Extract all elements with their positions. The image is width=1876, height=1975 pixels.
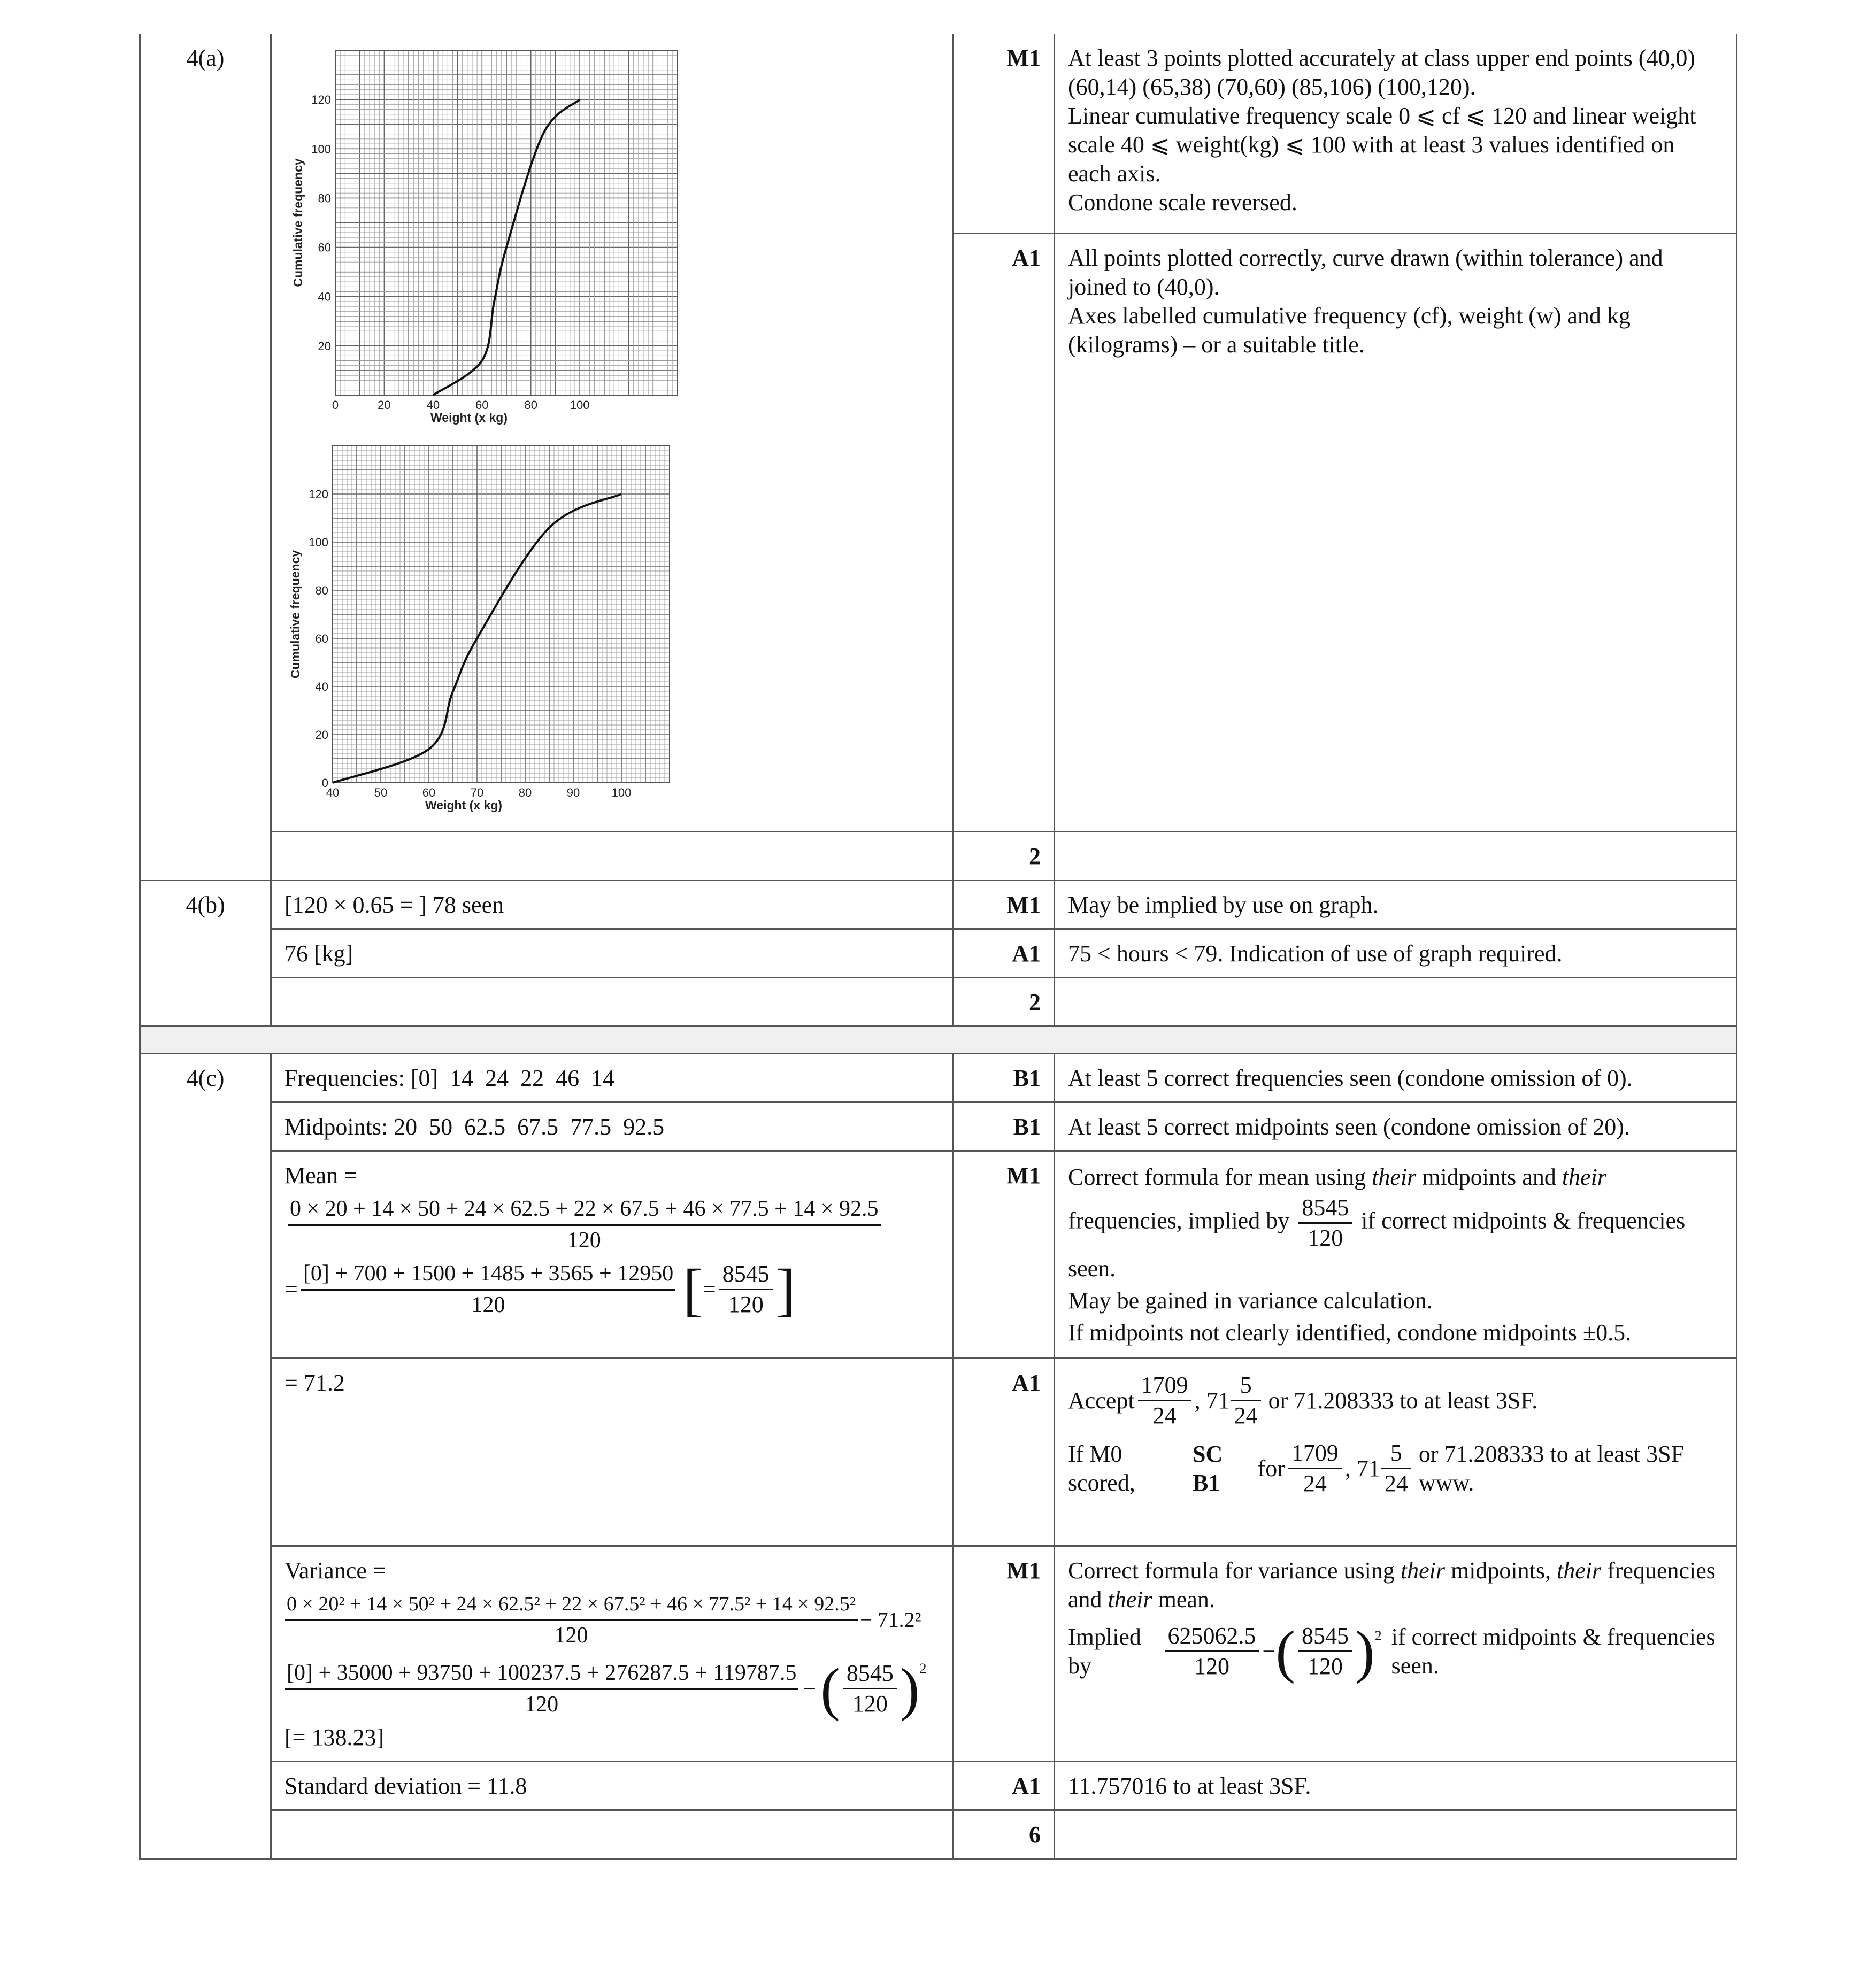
guidance-line: At least 3 points plotted accurately at class upper end points (40,0) (60,14) (65,38) (70,60) (85,106) (100,120). bbox=[1068, 45, 1696, 100]
mixed-fraction bbox=[1231, 1371, 1261, 1430]
mean-label: Mean = bbox=[285, 1162, 357, 1189]
variance-fraction bbox=[285, 1590, 858, 1650]
q4a-total-row bbox=[140, 832, 1737, 881]
fraction bbox=[1138, 1371, 1191, 1430]
y-tick-label: 0 bbox=[321, 776, 328, 790]
exponent: 2 bbox=[1374, 1628, 1382, 1644]
mark-scheme-page bbox=[139, 34, 1736, 1860]
q4b-total-row bbox=[140, 978, 1737, 1027]
denominator: 120 bbox=[728, 1291, 764, 1317]
denominator: 120 bbox=[852, 1691, 888, 1717]
variance-result: [= 138.23] bbox=[285, 1724, 385, 1750]
guidance-line: Condone scale reversed. bbox=[1068, 189, 1297, 215]
x-tick-label: 80 bbox=[524, 398, 537, 412]
guidance-line: May be gained in variance calculation. bbox=[1068, 1287, 1433, 1314]
q4b-row-m1 bbox=[140, 881, 1737, 929]
denominator: 24 bbox=[1384, 1470, 1408, 1496]
bracket-close: ] bbox=[775, 1256, 796, 1322]
y-tick-label: 80 bbox=[318, 191, 331, 205]
guidance: May be implied by use on graph. bbox=[1055, 881, 1737, 929]
special-case-line: If M0 scored, SC B1 for $\frac{1709}{24}$ , 71 $\frac{5}{24}$ or 71.208333 to at least 3SF www. bbox=[1068, 1439, 1723, 1498]
mixed-fraction bbox=[1381, 1439, 1411, 1498]
y-tick-label: 40 bbox=[315, 680, 328, 693]
mean-fraction bbox=[843, 1659, 897, 1718]
numerator: 8545 bbox=[1298, 1622, 1352, 1652]
guidance-text: Correct formula for variance using bbox=[1068, 1557, 1395, 1584]
y-tick-label: 120 bbox=[311, 93, 331, 107]
variance-line-1 bbox=[285, 1585, 939, 1654]
mark-code: M1 bbox=[953, 34, 1055, 233]
mark-code: M1 bbox=[953, 1546, 1055, 1762]
x-tick-label: 40 bbox=[326, 786, 340, 799]
guidance-line: If midpoints not clearly identified, condone midpoints ±0.5. bbox=[1068, 1320, 1632, 1346]
numerator: 0 × 20² + 14 × 50² + 24 × 62.5² + 22 × 67.5² + 46 × 77.5² + 14 × 92.5² bbox=[285, 1590, 858, 1621]
guidance bbox=[1055, 233, 1737, 831]
whole-part: 71 bbox=[1206, 1387, 1230, 1414]
emphasis: their bbox=[1562, 1164, 1606, 1190]
mean-working bbox=[271, 1151, 953, 1359]
guidance: At least 5 correct frequencies seen (condone omission of 0). bbox=[1055, 1054, 1737, 1102]
numerator: 1709 bbox=[1138, 1371, 1191, 1401]
x-tick-label: 50 bbox=[374, 786, 388, 799]
y-tick-label: 120 bbox=[309, 488, 328, 501]
q4c-variance-row bbox=[140, 1546, 1737, 1762]
numerator: 625062.5 bbox=[1165, 1622, 1259, 1652]
emphasis: their bbox=[1400, 1557, 1445, 1584]
q4c-mid-row bbox=[140, 1102, 1737, 1151]
x-tick-label: 40 bbox=[426, 398, 440, 412]
total-marks: 2 bbox=[953, 978, 1055, 1027]
guidance-text: If M0 scored, bbox=[1068, 1440, 1135, 1496]
mark-code: M1 bbox=[953, 881, 1055, 929]
section-divider bbox=[140, 1027, 1737, 1054]
denominator: 24 bbox=[1303, 1470, 1327, 1496]
y-tick-label: 80 bbox=[315, 584, 328, 597]
denominator: 120 bbox=[525, 1692, 559, 1717]
guidance bbox=[1055, 34, 1737, 233]
fraction bbox=[1288, 1439, 1342, 1498]
guidance: 11.757016 to at least 3SF. bbox=[1055, 1762, 1737, 1810]
question-label: 4(b) bbox=[140, 881, 271, 1027]
guidance bbox=[1055, 1359, 1737, 1546]
guidance-text: Correct formula for mean using bbox=[1068, 1164, 1366, 1190]
answer: 76 [kg] bbox=[271, 929, 953, 978]
mean-fraction-2 bbox=[301, 1259, 675, 1320]
numerator: 0 × 20 + 14 × 50 + 24 × 62.5 + 22 × 67.5 + 46 × 77.5 + 14 × 92.5 bbox=[288, 1194, 881, 1226]
paren-close: ) bbox=[899, 1656, 920, 1722]
guidance bbox=[1055, 1546, 1737, 1762]
total-marks: 2 bbox=[953, 832, 1055, 881]
q4c-freq-row bbox=[140, 1054, 1737, 1102]
exponent: 2 bbox=[919, 1661, 927, 1676]
q4c-total-row bbox=[140, 1810, 1737, 1859]
numerator: 5 bbox=[1231, 1371, 1261, 1401]
paren-close: ) bbox=[1355, 1618, 1375, 1684]
cumulative-frequency-graph-1 bbox=[285, 40, 680, 435]
x-axis-label: Weight (x kg) bbox=[430, 411, 508, 425]
x-tick-label: 0 bbox=[332, 398, 339, 412]
x-tick-label: 20 bbox=[378, 398, 391, 412]
x-tick-label: 60 bbox=[422, 786, 436, 799]
mark-scheme-table bbox=[139, 34, 1737, 1860]
guidance-line: Axes labelled cumulative frequency (cf), weight (w) and kg (kilograms) – or a suitable title. bbox=[1068, 302, 1631, 358]
y-axis-label: Cumulative frequency bbox=[291, 158, 305, 287]
q4b-row-a1 bbox=[140, 929, 1737, 978]
numerator: [0] + 700 + 1500 + 1485 + 3565 + 12950 bbox=[301, 1259, 675, 1291]
answer: [120 × 0.65 = ] 78 seen bbox=[271, 881, 953, 929]
equals: = bbox=[702, 1276, 716, 1302]
guidance-text: for bbox=[1257, 1455, 1285, 1482]
denominator: 120 bbox=[567, 1228, 601, 1253]
guidance-text: or 71.208333 to at least 3SF. bbox=[1268, 1387, 1538, 1414]
question-label: 4(c) bbox=[140, 1054, 271, 1859]
q4a-row-m1 bbox=[140, 34, 1737, 233]
emphasis: their bbox=[1108, 1586, 1152, 1613]
total-marks: 6 bbox=[953, 1810, 1055, 1859]
graphs-cell bbox=[271, 34, 953, 832]
question-label: 4(a) bbox=[140, 34, 271, 881]
variance-label: Variance = bbox=[285, 1557, 386, 1584]
guidance-text: midpoints, bbox=[1450, 1557, 1551, 1584]
x-tick-label: 70 bbox=[470, 786, 484, 799]
variance-fraction-2 bbox=[285, 1658, 798, 1719]
x-tick-label: 100 bbox=[611, 786, 632, 799]
fraction bbox=[1165, 1622, 1259, 1681]
denominator: 120 bbox=[471, 1293, 505, 1317]
whole-part: 71 bbox=[1356, 1455, 1380, 1482]
guidance-text: if correct midpoints & frequencies seen. bbox=[1068, 1207, 1686, 1282]
guidance-line: All points plotted correctly, curve drawn (within tolerance) and joined to (40,0). bbox=[1068, 244, 1663, 300]
mark-code: A1 bbox=[953, 1359, 1055, 1546]
y-tick-label: 20 bbox=[315, 728, 328, 742]
mark-code: A1 bbox=[953, 929, 1055, 978]
mark-code: A1 bbox=[953, 233, 1055, 831]
equals: = bbox=[285, 1276, 298, 1302]
mark-code: B1 bbox=[953, 1054, 1055, 1102]
denominator: 24 bbox=[1234, 1402, 1258, 1429]
numerator: 8545 bbox=[719, 1260, 773, 1290]
guidance bbox=[1055, 1151, 1737, 1359]
accept-line: Accept $\frac{1709}{24}$ , 71 $\frac{5}{24}$ or 71.208333 to at least 3SF. bbox=[1068, 1371, 1723, 1430]
guidance-line: Linear cumulative frequency scale 0 ⩽ cf ⩽ 120 and linear weight scale 40 ⩽ weight(kg) ⩽ 100 with at least 3 values identified on each axis. bbox=[1068, 103, 1696, 187]
denominator: 24 bbox=[1152, 1402, 1177, 1429]
paren-open: ( bbox=[1275, 1618, 1295, 1684]
guidance-text: Accept bbox=[1068, 1387, 1135, 1414]
y-tick-label: 100 bbox=[311, 142, 331, 156]
numerator: 5 bbox=[1381, 1439, 1411, 1469]
mean-second-line bbox=[285, 1256, 939, 1322]
mean-total-fraction bbox=[719, 1260, 773, 1319]
x-axis-label: Weight (x kg) bbox=[425, 798, 502, 812]
numerator: 8545 bbox=[843, 1659, 897, 1689]
guidance-text: if correct midpoints & frequencies seen. bbox=[1391, 1623, 1716, 1679]
denominator: 120 bbox=[1194, 1653, 1230, 1679]
answer: Standard deviation = 11.8 bbox=[271, 1762, 953, 1810]
special-case-mark: SC B1 bbox=[1193, 1440, 1223, 1496]
guidance-text: midpoints and bbox=[1422, 1164, 1556, 1190]
guidance-text: frequencies, implied by bbox=[1068, 1207, 1290, 1234]
q4c-mean-row bbox=[140, 1151, 1737, 1359]
variance-line-2: $\frac{[0] + 35000 + 93750 + 100237.5 + 276287.5 + 119787.5}{120}$ − ( $\frac{8545}{120}$ ) $^2$ bbox=[285, 1654, 939, 1723]
mark-code: M1 bbox=[953, 1151, 1055, 1359]
bracket-open: [ bbox=[683, 1256, 703, 1322]
implied-line: Implied by $\frac{625062.5}{120}$ − ( $\frac{8545}{120}$ ) $^2$ if correct midpoints & frequencies seen. bbox=[1068, 1622, 1723, 1681]
numerator: [0] + 35000 + 93750 + 100237.5 + 276287.5 + 119787.5 bbox=[285, 1658, 798, 1690]
guidance-text: Implied by bbox=[1068, 1623, 1141, 1679]
emphasis: their bbox=[1557, 1557, 1602, 1584]
variance-working bbox=[271, 1546, 953, 1762]
cumulative-frequency-graph-2 bbox=[285, 435, 680, 826]
answer: Frequencies: [0] 14 24 22 46 14 bbox=[271, 1054, 953, 1102]
y-axis-label: Cumulative frequency bbox=[288, 550, 302, 679]
fraction bbox=[1298, 1622, 1352, 1681]
guidance-text: frequencies and bbox=[1068, 1557, 1716, 1613]
y-tick-label: 60 bbox=[315, 632, 328, 645]
y-tick-label: 20 bbox=[318, 339, 331, 353]
numerator: 8545 bbox=[1298, 1193, 1352, 1224]
x-tick-label: 80 bbox=[518, 786, 532, 799]
answer: Midpoints: 20 50 62.5 67.5 77.5 92.5 bbox=[271, 1102, 953, 1151]
y-tick-label: 100 bbox=[309, 536, 328, 549]
denominator: 120 bbox=[1308, 1653, 1343, 1679]
guidance-text: or 71.208333 to at least 3SF www. bbox=[1418, 1440, 1685, 1496]
numerator: 1709 bbox=[1288, 1439, 1342, 1469]
guidance-text: mean. bbox=[1158, 1586, 1215, 1613]
guidance: 75 < hours < 79. Indication of use of graph required. bbox=[1055, 929, 1737, 978]
mark-code: A1 bbox=[953, 1762, 1055, 1810]
denominator: 120 bbox=[1308, 1225, 1343, 1251]
answer: = 71.2 bbox=[271, 1359, 953, 1546]
q4c-mean-value-row bbox=[140, 1359, 1737, 1546]
implied-fraction bbox=[1298, 1193, 1352, 1253]
y-tick-label: 40 bbox=[318, 290, 331, 304]
subtract-mean-squared: − 71.2² bbox=[860, 1607, 921, 1632]
denominator: 120 bbox=[554, 1623, 588, 1648]
emphasis: their bbox=[1372, 1164, 1417, 1190]
x-tick-label: 90 bbox=[566, 786, 580, 799]
y-tick-label: 60 bbox=[318, 241, 331, 254]
mark-code: B1 bbox=[953, 1102, 1055, 1151]
q4c-sd-row bbox=[140, 1762, 1737, 1810]
guidance: At least 5 correct midpoints seen (condone omission of 20). bbox=[1055, 1102, 1737, 1151]
x-tick-label: 100 bbox=[570, 398, 590, 412]
paren-open: ( bbox=[820, 1656, 840, 1722]
x-tick-label: 60 bbox=[475, 398, 489, 412]
mean-fraction bbox=[288, 1194, 881, 1255]
